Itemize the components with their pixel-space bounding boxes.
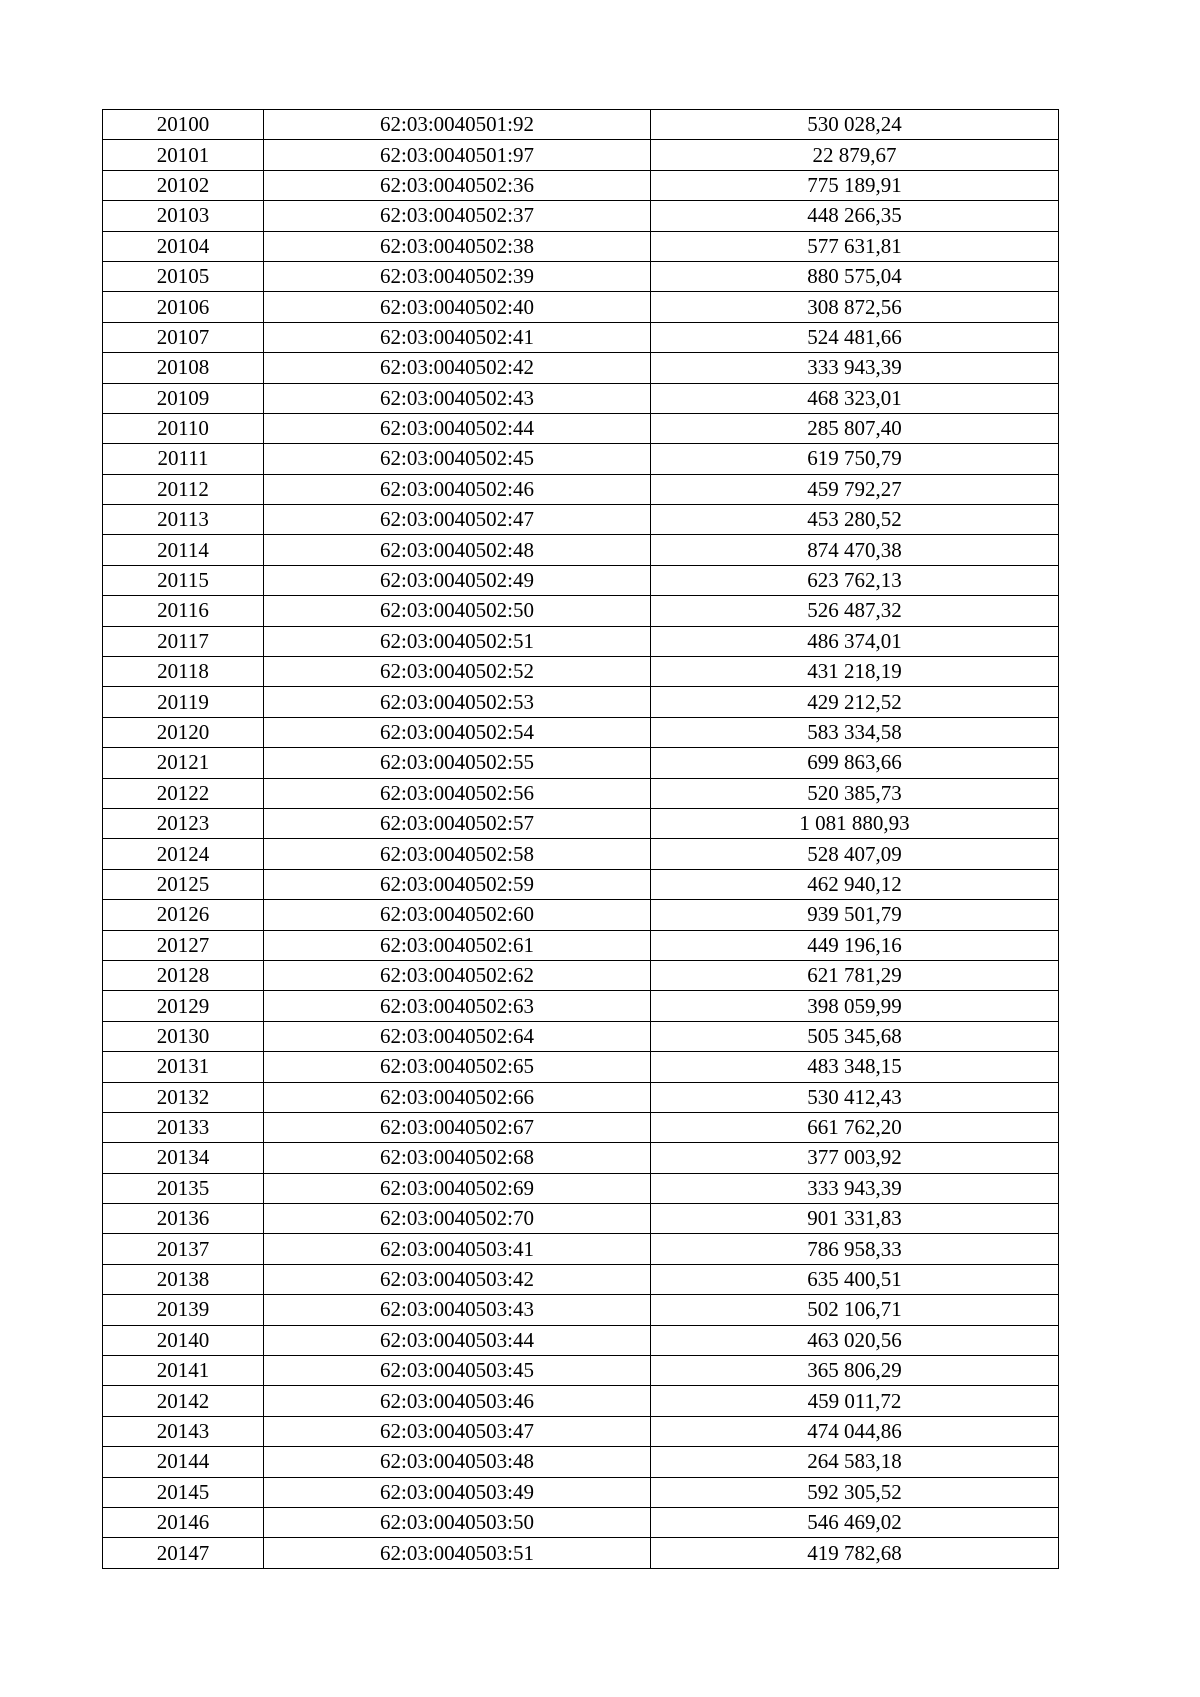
table-row [103,1082,1059,1112]
row-number-cell: 20113 [103,505,264,535]
row-number-cell: 20122 [103,778,264,808]
row-number-cell: 20126 [103,900,264,930]
table-row [103,1416,1059,1446]
row-number-cell: 20143 [103,1416,264,1446]
cadastral-number-cell: 62:03:0040502:52 [264,657,651,687]
table-row [103,474,1059,504]
value-cell: 502 106,71 [651,1295,1059,1325]
row-number-cell: 20131 [103,1052,264,1082]
table-row [103,444,1059,474]
row-number-cell: 20128 [103,960,264,990]
table-row [103,231,1059,261]
row-number-cell: 20117 [103,626,264,656]
table-row [103,1507,1059,1537]
cadastral-number-cell: 62:03:0040502:56 [264,778,651,808]
table-row [103,1204,1059,1234]
value-cell: 468 323,01 [651,383,1059,413]
value-cell: 483 348,15 [651,1052,1059,1082]
table-row [103,1356,1059,1386]
value-cell: 333 943,39 [651,353,1059,383]
row-number-cell: 20119 [103,687,264,717]
table-row [103,1143,1059,1173]
cadastral-number-cell: 62:03:0040503:44 [264,1325,651,1355]
cadastral-number-cell: 62:03:0040502:59 [264,869,651,899]
row-number-cell: 20146 [103,1507,264,1537]
cadastral-number-cell: 62:03:0040502:49 [264,565,651,595]
table-row [103,140,1059,170]
table-row [103,748,1059,778]
value-cell: 619 750,79 [651,444,1059,474]
value-cell: 939 501,79 [651,900,1059,930]
value-cell: 462 940,12 [651,869,1059,899]
value-cell: 1 081 880,93 [651,808,1059,838]
row-number-cell: 20104 [103,231,264,261]
value-cell: 623 762,13 [651,565,1059,595]
cadastral-number-cell: 62:03:0040502:61 [264,930,651,960]
value-cell: 530 028,24 [651,110,1059,140]
value-cell: 333 943,39 [651,1173,1059,1203]
row-number-cell: 20142 [103,1386,264,1416]
row-number-cell: 20110 [103,413,264,443]
table-row [103,960,1059,990]
row-number-cell: 20124 [103,839,264,869]
table-row [103,839,1059,869]
cadastral-number-cell: 62:03:0040501:97 [264,140,651,170]
row-number-cell: 20102 [103,170,264,200]
cadastral-number-cell: 62:03:0040502:42 [264,353,651,383]
value-cell: 699 863,66 [651,748,1059,778]
table-row [103,505,1059,535]
cadastral-number-cell: 62:03:0040502:57 [264,808,651,838]
table-row [103,353,1059,383]
cadastral-number-cell: 62:03:0040502:54 [264,717,651,747]
value-cell: 285 807,40 [651,413,1059,443]
table-row [103,1538,1059,1568]
table-row [103,261,1059,291]
value-cell: 429 212,52 [651,687,1059,717]
row-number-cell: 20135 [103,1173,264,1203]
table-row [103,1447,1059,1477]
table-row [103,596,1059,626]
table-row [103,778,1059,808]
table-row [103,1021,1059,1051]
cadastral-number-cell: 62:03:0040502:47 [264,505,651,535]
cadastral-number-cell: 62:03:0040503:51 [264,1538,651,1568]
table-row [103,991,1059,1021]
row-number-cell: 20147 [103,1538,264,1568]
value-cell: 528 407,09 [651,839,1059,869]
cadastral-number-cell: 62:03:0040503:43 [264,1295,651,1325]
row-number-cell: 20108 [103,353,264,383]
table-row [103,565,1059,595]
value-cell: 459 792,27 [651,474,1059,504]
row-number-cell: 20115 [103,565,264,595]
row-number-cell: 20129 [103,991,264,1021]
table-row [103,717,1059,747]
table-row [103,1173,1059,1203]
value-cell: 365 806,29 [651,1356,1059,1386]
table-row [103,535,1059,565]
cadastral-number-cell: 62:03:0040502:65 [264,1052,651,1082]
value-cell: 661 762,20 [651,1112,1059,1142]
cadastral-number-cell: 62:03:0040502:69 [264,1173,651,1203]
table-row [103,1234,1059,1264]
table-row [103,1386,1059,1416]
value-cell: 419 782,68 [651,1538,1059,1568]
cadastral-number-cell: 62:03:0040502:38 [264,231,651,261]
row-number-cell: 20125 [103,869,264,899]
row-number-cell: 20101 [103,140,264,170]
value-cell: 901 331,83 [651,1204,1059,1234]
table-row [103,1477,1059,1507]
cadastral-number-cell: 62:03:0040502:67 [264,1112,651,1142]
value-cell: 583 334,58 [651,717,1059,747]
table-body [103,110,1059,1569]
cadastral-number-cell: 62:03:0040502:53 [264,687,651,717]
value-cell: 635 400,51 [651,1264,1059,1294]
value-cell: 874 470,38 [651,535,1059,565]
row-number-cell: 20136 [103,1204,264,1234]
row-number-cell: 20116 [103,596,264,626]
value-cell: 22 879,67 [651,140,1059,170]
table-row [103,1264,1059,1294]
value-cell: 526 487,32 [651,596,1059,626]
row-number-cell: 20103 [103,201,264,231]
cadastral-number-cell: 62:03:0040503:49 [264,1477,651,1507]
table-row [103,657,1059,687]
cadastral-number-cell: 62:03:0040502:41 [264,322,651,352]
value-cell: 453 280,52 [651,505,1059,535]
cadastral-value-table [102,109,1059,1569]
cadastral-number-cell: 62:03:0040502:45 [264,444,651,474]
cadastral-number-cell: 62:03:0040503:45 [264,1356,651,1386]
table-row [103,292,1059,322]
row-number-cell: 20127 [103,930,264,960]
cadastral-number-cell: 62:03:0040502:63 [264,991,651,1021]
row-number-cell: 20105 [103,261,264,291]
value-cell: 486 374,01 [651,626,1059,656]
row-number-cell: 20139 [103,1295,264,1325]
table-row [103,413,1059,443]
value-cell: 308 872,56 [651,292,1059,322]
row-number-cell: 20134 [103,1143,264,1173]
row-number-cell: 20138 [103,1264,264,1294]
cadastral-number-cell: 62:03:0040502:48 [264,535,651,565]
row-number-cell: 20140 [103,1325,264,1355]
row-number-cell: 20111 [103,444,264,474]
table-row [103,808,1059,838]
value-cell: 592 305,52 [651,1477,1059,1507]
cadastral-number-cell: 62:03:0040502:46 [264,474,651,504]
cadastral-number-cell: 62:03:0040503:50 [264,1507,651,1537]
value-cell: 264 583,18 [651,1447,1059,1477]
table-row [103,1052,1059,1082]
row-number-cell: 20123 [103,808,264,838]
cadastral-number-cell: 62:03:0040502:66 [264,1082,651,1112]
value-cell: 398 059,99 [651,991,1059,1021]
row-number-cell: 20118 [103,657,264,687]
cadastral-number-cell: 62:03:0040503:47 [264,1416,651,1446]
table-row [103,1295,1059,1325]
row-number-cell: 20121 [103,748,264,778]
table-row [103,626,1059,656]
cadastral-number-cell: 62:03:0040502:58 [264,839,651,869]
row-number-cell: 20130 [103,1021,264,1051]
cadastral-number-cell: 62:03:0040502:60 [264,900,651,930]
cadastral-number-cell: 62:03:0040502:62 [264,960,651,990]
value-cell: 577 631,81 [651,231,1059,261]
value-cell: 786 958,33 [651,1234,1059,1264]
value-cell: 880 575,04 [651,261,1059,291]
value-cell: 448 266,35 [651,201,1059,231]
cadastral-number-cell: 62:03:0040503:42 [264,1264,651,1294]
table-row [103,110,1059,140]
cadastral-number-cell: 62:03:0040502:51 [264,626,651,656]
table-row [103,869,1059,899]
row-number-cell: 20100 [103,110,264,140]
value-cell: 377 003,92 [651,1143,1059,1173]
table-row [103,201,1059,231]
cadastral-number-cell: 62:03:0040502:70 [264,1204,651,1234]
table-row [103,383,1059,413]
row-number-cell: 20106 [103,292,264,322]
row-number-cell: 20141 [103,1356,264,1386]
cadastral-number-cell: 62:03:0040502:50 [264,596,651,626]
cadastral-number-cell: 62:03:0040502:39 [264,261,651,291]
table-row [103,930,1059,960]
cadastral-number-cell: 62:03:0040502:55 [264,748,651,778]
row-number-cell: 20145 [103,1477,264,1507]
table-row [103,1325,1059,1355]
row-number-cell: 20137 [103,1234,264,1264]
cadastral-number-cell: 62:03:0040501:92 [264,110,651,140]
cadastral-number-cell: 62:03:0040502:43 [264,383,651,413]
value-cell: 524 481,66 [651,322,1059,352]
table-row [103,170,1059,200]
cadastral-number-cell: 62:03:0040503:46 [264,1386,651,1416]
row-number-cell: 20107 [103,322,264,352]
cadastral-number-cell: 62:03:0040502:37 [264,201,651,231]
cadastral-number-cell: 62:03:0040502:44 [264,413,651,443]
value-cell: 520 385,73 [651,778,1059,808]
value-cell: 621 781,29 [651,960,1059,990]
table-row [103,900,1059,930]
row-number-cell: 20132 [103,1082,264,1112]
row-number-cell: 20114 [103,535,264,565]
row-number-cell: 20112 [103,474,264,504]
row-number-cell: 20120 [103,717,264,747]
cadastral-number-cell: 62:03:0040503:41 [264,1234,651,1264]
value-cell: 530 412,43 [651,1082,1059,1112]
cadastral-number-cell: 62:03:0040502:68 [264,1143,651,1173]
value-cell: 459 011,72 [651,1386,1059,1416]
value-cell: 463 020,56 [651,1325,1059,1355]
cadastral-number-cell: 62:03:0040503:48 [264,1447,651,1477]
value-cell: 431 218,19 [651,657,1059,687]
cadastral-number-cell: 62:03:0040502:64 [264,1021,651,1051]
table-row [103,322,1059,352]
row-number-cell: 20144 [103,1447,264,1477]
row-number-cell: 20133 [103,1112,264,1142]
value-cell: 546 469,02 [651,1507,1059,1537]
cadastral-number-cell: 62:03:0040502:40 [264,292,651,322]
row-number-cell: 20109 [103,383,264,413]
table-row [103,687,1059,717]
table-row [103,1112,1059,1142]
value-cell: 505 345,68 [651,1021,1059,1051]
value-cell: 474 044,86 [651,1416,1059,1446]
cadastral-number-cell: 62:03:0040502:36 [264,170,651,200]
value-cell: 449 196,16 [651,930,1059,960]
value-cell: 775 189,91 [651,170,1059,200]
